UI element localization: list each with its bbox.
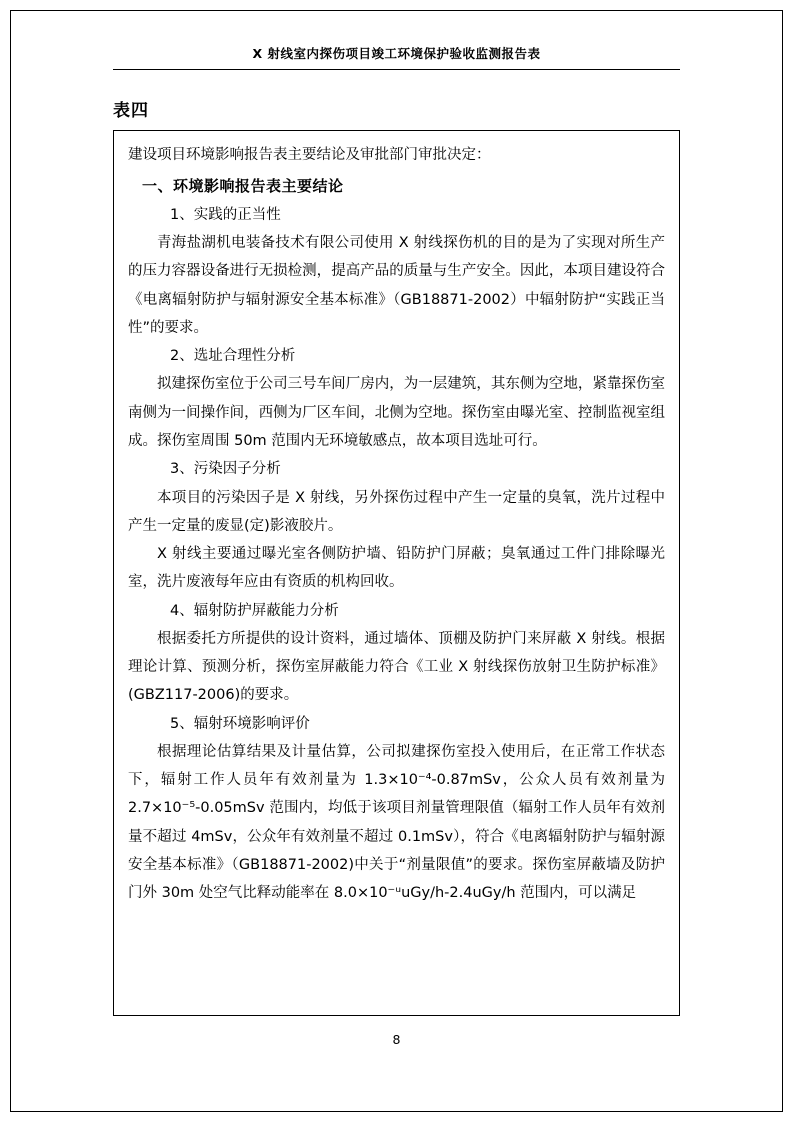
body-paragraph: X 射线主要通过曝光室各侧防护墙、铅防护门屏蔽；臭氧通过工件门排除曝光室，洗片废液每年应由有资质的机构回收。: [128, 546, 665, 591]
body-paragraph: 本项目的污染因子是 X 射线，另外探伤过程中产生一定量的臭氧，洗片过程中产生一定量的废显(定)影液胶片。: [128, 489, 665, 534]
section-heading: 一、环境影响报告表主要结论: [142, 177, 344, 196]
document-header-title: X 射线室内探伤项目竣工环境保护验收监测报告表: [252, 46, 541, 61]
table-label: 表四: [113, 101, 149, 121]
main-content-box: [113, 130, 680, 1016]
subsection-heading: 3、污染因子分析: [170, 461, 281, 478]
page-number: 8: [392, 1032, 401, 1047]
box-lead-text: 建设项目环境影响报告表主要结论及审批部门审批决定：: [128, 147, 491, 163]
body-paragraph: 拟建探伤室位于公司三号车间厂房内，为一层建筑，其东侧为空地，紧靠探伤室南侧为一间操作间，西侧为厂区车间，北侧为空地。探伤室由曝光室、控制监视室组成。探伤室周围 50m 范围内无环境敏感点，故本项目选址可行。: [128, 376, 665, 449]
subsection-heading: 1、实践的正当性: [170, 206, 281, 223]
subsection-heading: 5、辐射环境影响评价: [170, 715, 310, 732]
body-paragraph: 青海盐湖机电装备技术有限公司使用 X 射线探伤机的目的是为了实现对所生产的压力容器设备进行无损检测，提高产品的质量与生产安全。因此，本项目建设符合《电离辐射防护与辐射源安全基本标准》（GB18871-2002）中辐射防护“实践正当性”的要求。: [128, 235, 665, 336]
header-divider: [113, 69, 680, 70]
body-paragraph: 根据委托方所提供的设计资料，通过墙体、顶棚及防护门来屏蔽 X 射线。根据理论计算、预测分析，探伤室屏蔽能力符合《工业 X 射线探伤放射卫生防护标准》(GBZ117-2006)的要求。: [128, 630, 665, 704]
body-paragraph: 根据理论估算结果及计量估算，公司拟建探伤室投入使用后，在正常工作状态下，辐射工作人员年有效剂量为 1.3×10⁻⁴-0.87mSv，公众人员有效剂量为 2.7×10⁻⁵-0.05mSv 范围内，均低于该项目剂量管理限值（辐射工作人员年有效剂量不超过 4mSv，公众年有效剂量不超过 0.1mSv），符合《电离辐射防护与辐射源安全基本标准》（GB18871-2002)中关于“剂量限值”的要求。探伤室屏蔽墙及防护门外 30m 处空气比释动能率在 8.0×10⁻ᵘuGy/h-2.4uGy/h 范围内，可以满足: [128, 743, 665, 902]
subsection-heading: 2、选址合理性分析: [170, 348, 296, 365]
subsection-heading: 4、辐射防护屏蔽能力分析: [170, 602, 339, 619]
page-content: [113, 44, 680, 1016]
